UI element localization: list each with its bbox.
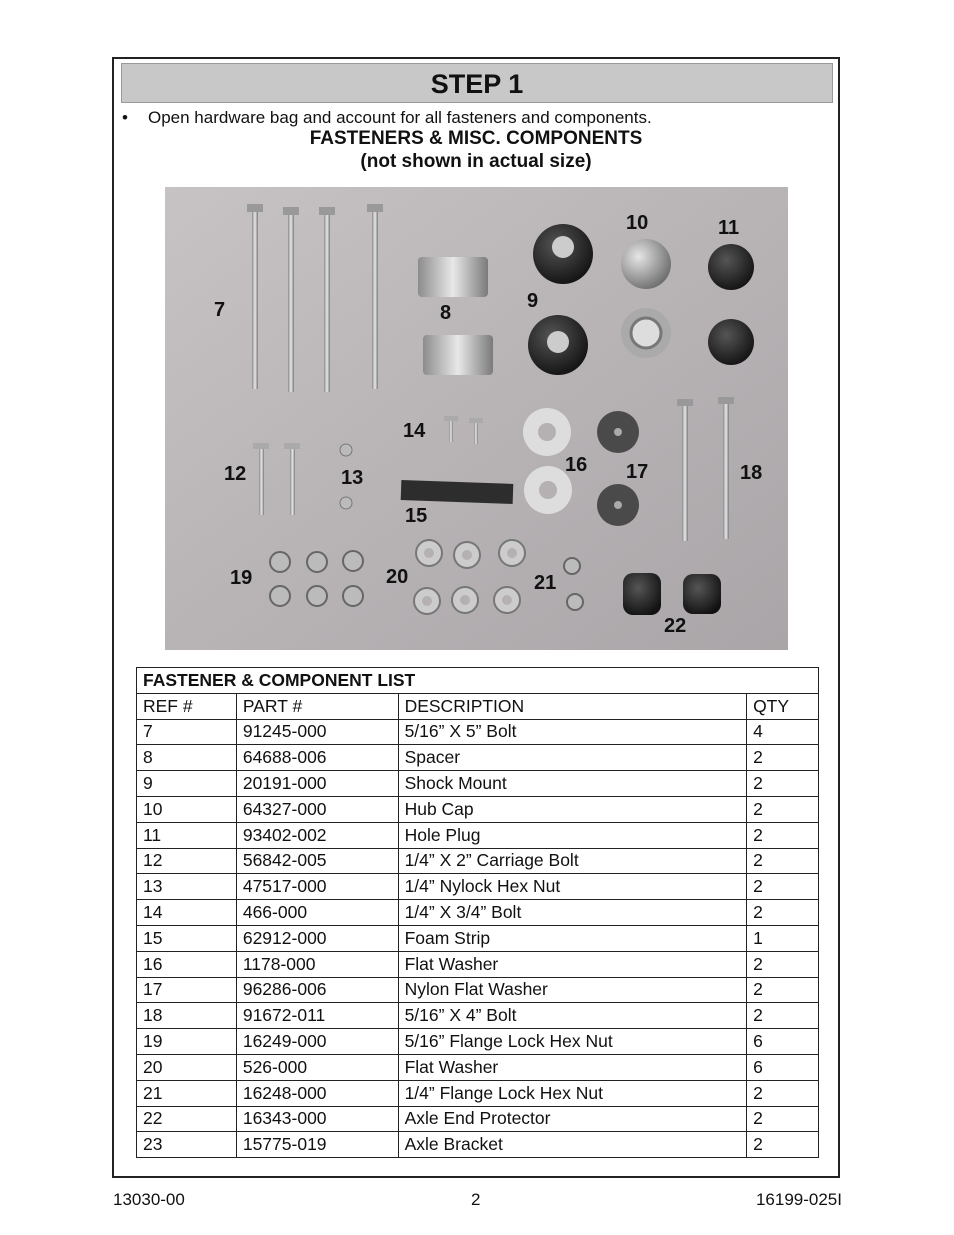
description-cell: 5/16” Flange Lock Hex Nut (398, 1029, 746, 1055)
column-header-description: DESCRIPTION (398, 693, 746, 719)
table-row (137, 719, 819, 745)
table-row (137, 951, 819, 977)
ref-cell: 11 (137, 822, 237, 848)
qty-cell: 6 (747, 1054, 819, 1080)
photo-label: 17 (626, 461, 649, 483)
description-cell: Flat Washer (398, 951, 746, 977)
table-row (137, 848, 819, 874)
footer-part-number: 16199-025I (755, 1190, 842, 1209)
part-cell: 16248-000 (236, 1080, 398, 1106)
part-cell: 16249-000 (236, 1029, 398, 1055)
part-cell: 20191-000 (236, 771, 398, 797)
instruction-text: Open hardware bag and account for all fasteners and components. (148, 108, 652, 127)
description-cell: Foam Strip (398, 925, 746, 951)
table-header-row (137, 693, 819, 719)
description-cell: Shock Mount (398, 771, 746, 797)
description-cell: 1/4” Flange Lock Hex Nut (398, 1080, 746, 1106)
table-row (137, 900, 819, 926)
qty-cell: 2 (747, 796, 819, 822)
part-cell: 56842-005 (236, 848, 398, 874)
ref-cell: 14 (137, 900, 237, 926)
ref-cell: 8 (137, 745, 237, 771)
table-row (137, 771, 819, 797)
ref-cell: 18 (137, 1003, 237, 1029)
qty-cell: 2 (747, 874, 819, 900)
qty-cell: 2 (747, 848, 819, 874)
table-row (137, 1080, 819, 1106)
qty-cell: 2 (747, 900, 819, 926)
qty-cell: 2 (747, 977, 819, 1003)
table-row (137, 1029, 819, 1055)
table-row (137, 1054, 819, 1080)
part-cell: 64327-000 (236, 796, 398, 822)
component-list-table (136, 667, 819, 1158)
photo-label: 20 (386, 566, 409, 588)
table-row (137, 745, 819, 771)
qty-cell: 2 (747, 745, 819, 771)
description-cell: Axle End Protector (398, 1106, 746, 1132)
photo-label: 18 (740, 462, 763, 484)
bullet: • (122, 108, 128, 127)
column-header-ref: REF # (137, 693, 237, 719)
step-title: STEP 1 (121, 63, 833, 103)
ref-cell: 13 (137, 874, 237, 900)
photo-label: 21 (534, 572, 557, 594)
table-title: FASTENER & COMPONENT LIST (137, 668, 819, 694)
qty-cell: 2 (747, 1080, 819, 1106)
part-cell: 96286-006 (236, 977, 398, 1003)
ref-cell: 22 (137, 1106, 237, 1132)
ref-cell: 10 (137, 796, 237, 822)
ref-cell: 20 (137, 1054, 237, 1080)
table-row (137, 925, 819, 951)
ref-cell: 23 (137, 1132, 237, 1158)
hardware-photo (165, 187, 788, 650)
description-cell: 5/16” X 4” Bolt (398, 1003, 746, 1029)
ref-cell: 12 (137, 848, 237, 874)
qty-cell: 4 (747, 719, 819, 745)
qty-cell: 2 (747, 1003, 819, 1029)
qty-cell: 2 (747, 822, 819, 848)
description-cell: 5/16” X 5” Bolt (398, 719, 746, 745)
column-header-qty: QTY (747, 693, 819, 719)
photo-label: 12 (224, 463, 247, 485)
table-row (137, 822, 819, 848)
part-cell: 64688-006 (236, 745, 398, 771)
ref-cell: 19 (137, 1029, 237, 1055)
table-row (137, 1003, 819, 1029)
table-row (137, 1106, 819, 1132)
qty-cell: 2 (747, 1132, 819, 1158)
column-header-part: PART # (236, 693, 398, 719)
ref-cell: 17 (137, 977, 237, 1003)
photo-label: 11 (718, 217, 740, 239)
description-cell: 1/4” X 3/4” Bolt (398, 900, 746, 926)
photo-label: 19 (230, 567, 253, 589)
ref-cell: 16 (137, 951, 237, 977)
part-cell: 91672-011 (236, 1003, 398, 1029)
description-cell: Nylon Flat Washer (398, 977, 746, 1003)
part-cell: 16343-000 (236, 1106, 398, 1132)
section-heading: FASTENERS & MISC. COMPONENTS (309, 128, 643, 149)
photo-label: 16 (565, 454, 588, 476)
table-title-row (137, 668, 819, 694)
table-row (137, 977, 819, 1003)
part-cell: 526-000 (236, 1054, 398, 1080)
qty-cell: 2 (747, 771, 819, 797)
part-cell: 1178-000 (236, 951, 398, 977)
photo-label: 14 (403, 420, 426, 442)
qty-cell: 2 (747, 951, 819, 977)
footer-doc-number: 13030-00 (113, 1190, 185, 1209)
ref-cell: 9 (137, 771, 237, 797)
section-subheading: (not shown in actual size) (360, 151, 592, 172)
qty-cell: 2 (747, 1106, 819, 1132)
part-cell: 466-000 (236, 900, 398, 926)
description-cell: Hole Plug (398, 822, 746, 848)
part-cell: 47517-000 (236, 874, 398, 900)
description-cell: Flat Washer (398, 1054, 746, 1080)
table-row (137, 796, 819, 822)
qty-cell: 6 (747, 1029, 819, 1055)
ref-cell: 7 (137, 719, 237, 745)
photo-label: 8 (440, 302, 452, 324)
photo-label: 9 (527, 290, 539, 312)
instruction-line (122, 108, 652, 128)
table-row (137, 874, 819, 900)
part-cell: 91245-000 (236, 719, 398, 745)
table-row (137, 1132, 819, 1158)
description-cell: Axle Bracket (398, 1132, 746, 1158)
part-cell: 93402-002 (236, 822, 398, 848)
part-cell: 62912-000 (236, 925, 398, 951)
ref-cell: 21 (137, 1080, 237, 1106)
description-cell: 1/4” Nylock Hex Nut (398, 874, 746, 900)
photo-label: 7 (214, 299, 226, 321)
photo-label: 13 (341, 467, 364, 489)
page-number: 2 (471, 1190, 481, 1209)
part-cell: 15775-019 (236, 1132, 398, 1158)
ref-cell: 15 (137, 925, 237, 951)
photo-label: 15 (405, 505, 428, 527)
photo-label: 22 (664, 615, 687, 637)
description-cell: Hub Cap (398, 796, 746, 822)
description-cell: 1/4” X 2” Carriage Bolt (398, 848, 746, 874)
qty-cell: 1 (747, 925, 819, 951)
photo-label: 10 (626, 212, 649, 234)
description-cell: Spacer (398, 745, 746, 771)
